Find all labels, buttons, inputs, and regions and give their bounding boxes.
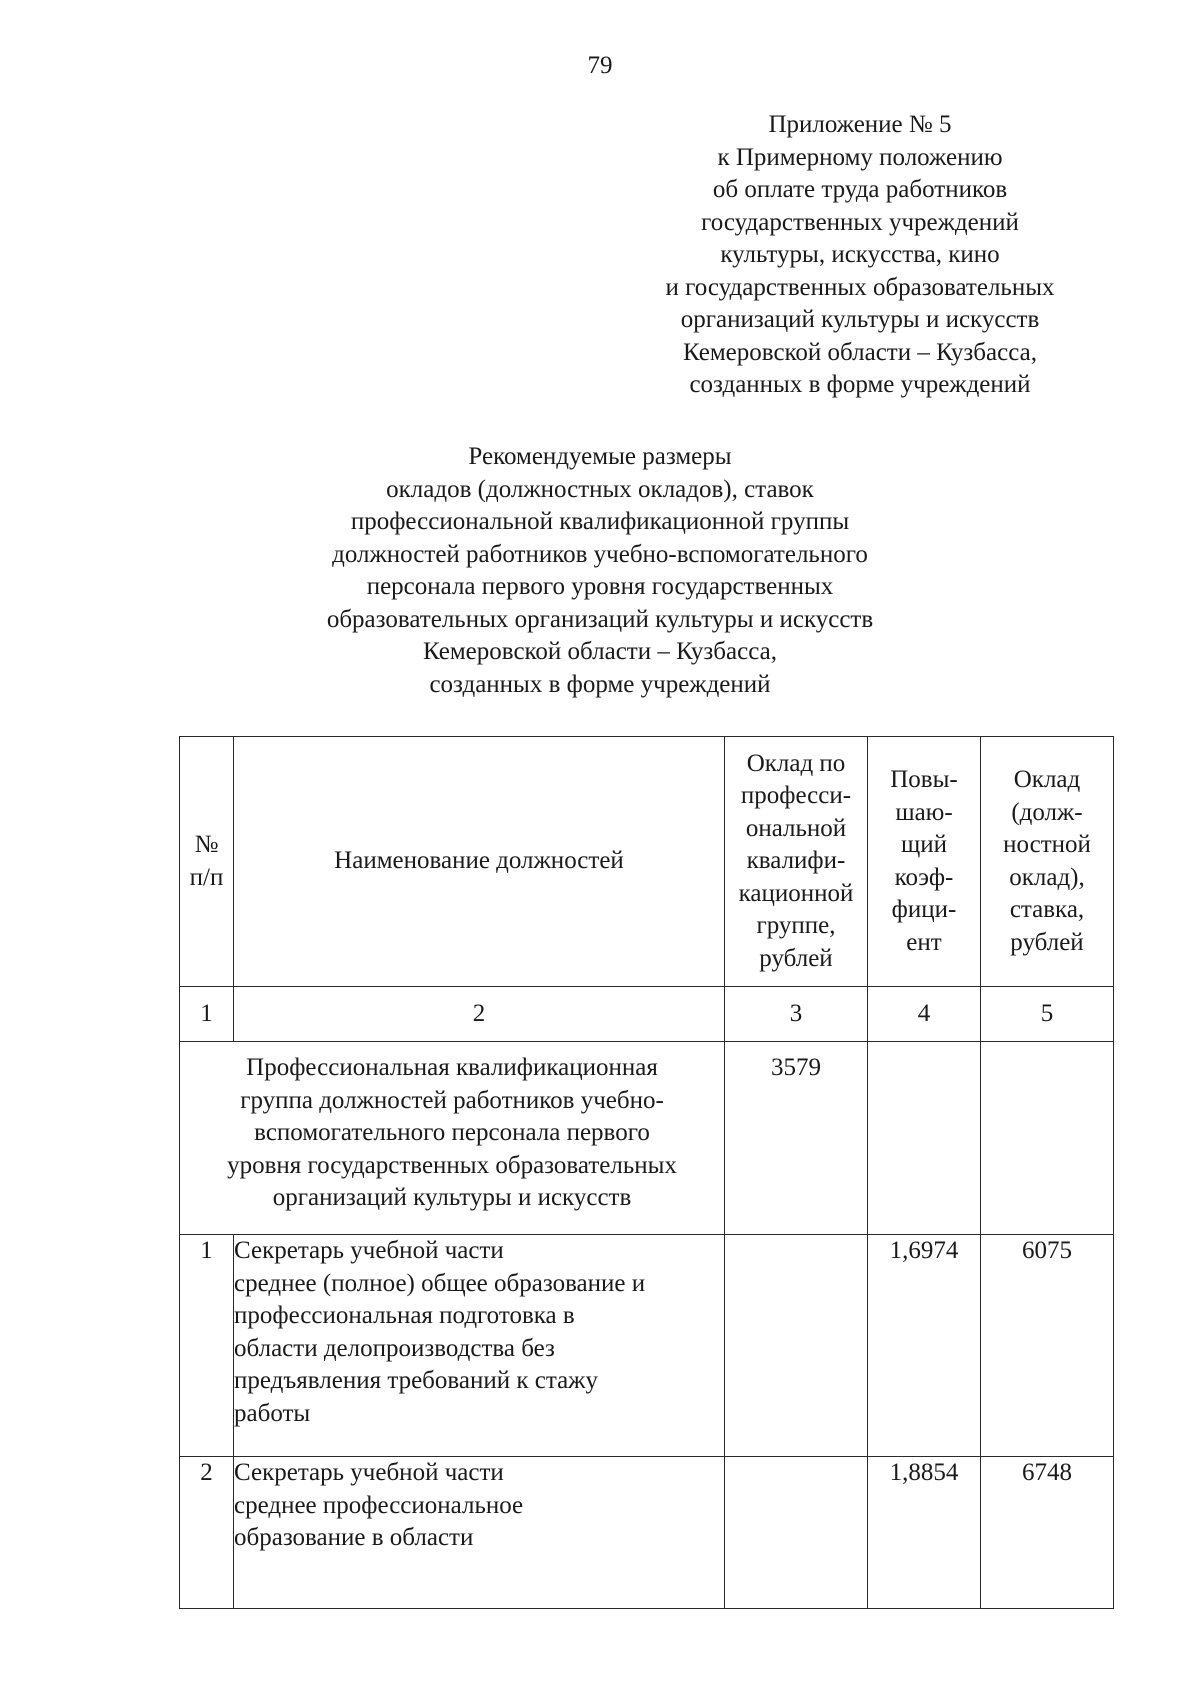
appendix-line: государственных учреждений bbox=[701, 208, 1019, 236]
title-line: персонала первого уровня государственных bbox=[366, 573, 834, 600]
page-number: 79 bbox=[587, 52, 613, 79]
title-line: профессиональной квалификационной группы bbox=[350, 508, 850, 535]
appendix-line: созданных в форме учреждений bbox=[689, 371, 1031, 398]
table-row bbox=[180, 1457, 1114, 1609]
appendix-line: организаций культуры и искусств bbox=[680, 306, 1040, 333]
title-line: Рекомендуемые размеры bbox=[468, 443, 732, 470]
title-line: созданных в форме учреждений bbox=[429, 670, 771, 698]
header-position-name: Наименование должностей bbox=[234, 737, 725, 987]
header-base-salary: Оклад по професси- ональной квалифи- кационной группе, рублей bbox=[725, 737, 868, 987]
row-index: 1 bbox=[180, 1235, 234, 1457]
row-salary: 6075 bbox=[981, 1235, 1114, 1457]
column-number: 4 bbox=[868, 987, 981, 1042]
appendix-line: Кемеровской области – Кузбасса, bbox=[683, 338, 1037, 366]
header-coefficient: Повы- шаю- щий коэф- фици- ент bbox=[868, 737, 981, 987]
appendix-line: Приложение № 5 bbox=[768, 111, 952, 138]
row-position-name: Секретарь учебной части среднее (полное) общее образование и профессиональная подготовка в области делопроизводства без предъявления требований к стажу работы bbox=[234, 1235, 725, 1457]
row-base-salary bbox=[725, 1235, 868, 1457]
title-line: должностей работников учебно-вспомогательного bbox=[332, 540, 868, 568]
group-row bbox=[180, 1042, 1114, 1235]
appendix-line: к Примерному положению bbox=[717, 143, 1003, 171]
row-coefficient: 1,6974 bbox=[868, 1235, 981, 1457]
appendix-line: культуры, искусства, кино bbox=[720, 241, 1000, 268]
title-line: образовательных организаций культуры и искусств bbox=[326, 605, 874, 633]
table-header-row bbox=[180, 737, 1114, 987]
header-salary: Оклад (долж- ностной оклад), ставка, рублей bbox=[981, 737, 1114, 987]
empty-cell bbox=[868, 1042, 981, 1235]
row-salary: 6748 bbox=[981, 1457, 1114, 1609]
column-number: 1 bbox=[180, 987, 234, 1042]
row-index: 2 bbox=[180, 1457, 234, 1609]
title-line: окладов (должностных окладов), ставок bbox=[386, 475, 814, 503]
header-number: № п/п bbox=[180, 737, 234, 987]
row-coefficient: 1,8854 bbox=[868, 1457, 981, 1609]
salary-table bbox=[179, 736, 1114, 1609]
group-base-salary: 3579 bbox=[725, 1042, 868, 1235]
row-position-name: Секретарь учебной части среднее профессиональное образование в области bbox=[234, 1457, 725, 1609]
column-number: 5 bbox=[981, 987, 1114, 1042]
title-line: Кемеровской области – Кузбасса, bbox=[423, 638, 777, 665]
column-number: 2 bbox=[234, 987, 725, 1042]
group-name: Профессиональная квалификационная группа должностей работников учебно- вспомогательного персонала первого уровня государственных образовательных организаций культуры и искусств bbox=[180, 1042, 725, 1235]
document-title bbox=[300, 441, 900, 701]
appendix-note bbox=[630, 109, 1090, 402]
row-base-salary bbox=[725, 1457, 868, 1609]
empty-cell bbox=[981, 1042, 1114, 1235]
column-numbers-row bbox=[180, 987, 1114, 1042]
appendix-line: и государственных образовательных bbox=[665, 273, 1055, 301]
column-number: 3 bbox=[725, 987, 868, 1042]
table-row bbox=[180, 1235, 1114, 1457]
appendix-line: об оплате труда работников bbox=[712, 176, 1008, 203]
